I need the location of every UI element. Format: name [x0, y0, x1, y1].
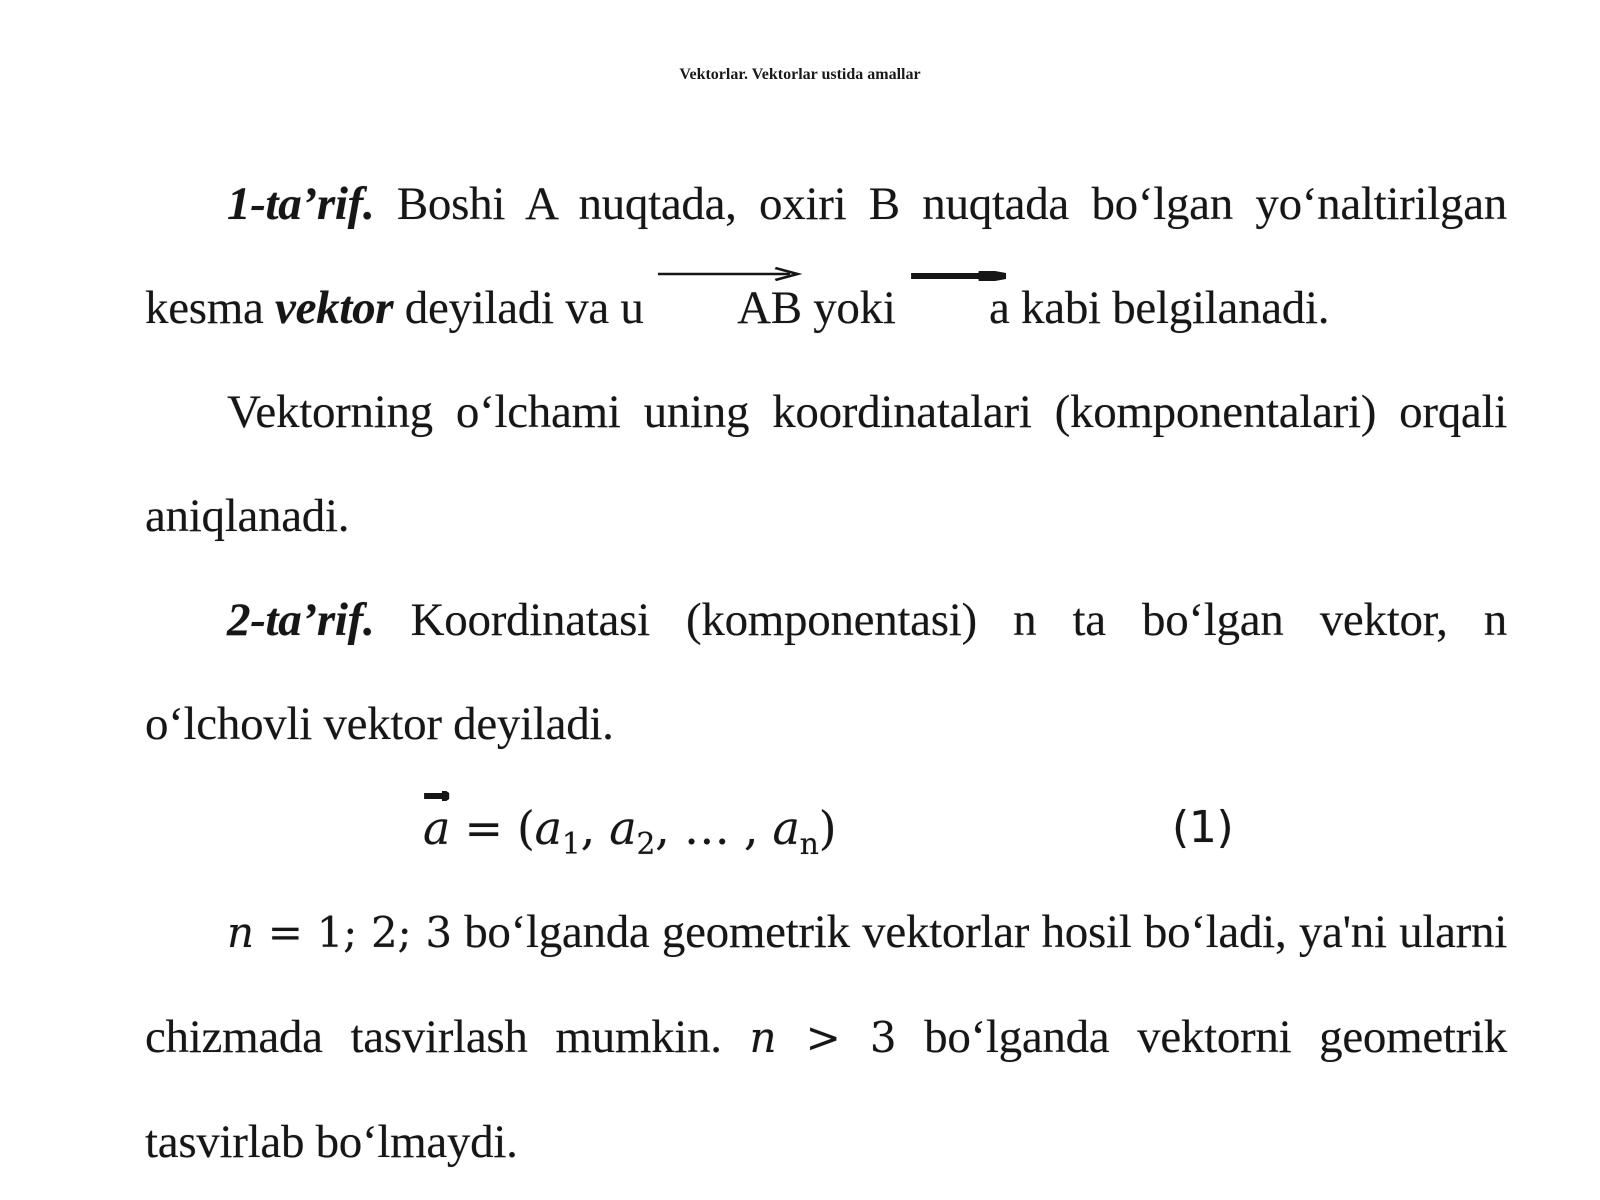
math-var-n: n	[749, 1013, 777, 1062]
definition-1-term: 1-ta’rif.	[227, 178, 375, 230]
definition-2-text: Koordinatasi (komponentasi) n ta bo‘lgan vektor, n o‘lchovli vektor deyiladi.	[145, 594, 1507, 750]
formula-sep: ,	[580, 801, 610, 855]
page-title: Vektorlar. Vektorlar ustida amallar	[679, 66, 921, 83]
vector-arrow-icon	[655, 267, 802, 281]
math-n-greater-rest: > 3	[776, 1013, 897, 1062]
definition-1-text-a: Boshi A nuqtada, oxiri B nuqtada bo‘lgan yo‘naltirilgan kesma	[145, 178, 1507, 334]
vector-ab	[655, 282, 802, 334]
formula-row	[145, 776, 1507, 880]
definition-2	[145, 568, 1507, 776]
paragraph-geometric	[145, 880, 1507, 1194]
definition-1-text-d: kabi belgilanadi.	[1009, 282, 1330, 334]
vector-ab-label: AB	[737, 282, 802, 334]
paragraph-geometric-text-b: bo‘lganda vektorni geometrik tasvirlab bo‘lmaydi.	[145, 1011, 1507, 1168]
vector-arrow-icon	[907, 271, 1010, 281]
vector-a	[907, 282, 1010, 334]
formula-sub: 2	[636, 827, 656, 862]
formula-close: )	[818, 801, 837, 855]
definition-1-text-b: deyiladi va u	[393, 282, 656, 334]
definition-1-text-c: yoki	[801, 282, 908, 334]
formula-sub: 1	[561, 827, 581, 862]
vector-a-label: a	[989, 282, 1010, 334]
paragraph-geometric-text-a: bo‘lganda geometrik vektorlar hosil bo‘ladi, ya'ni ularni chizmada tasvirlash mumkin.	[145, 906, 1507, 1063]
formula	[423, 776, 836, 880]
definition-1	[145, 152, 1507, 360]
formula-var: a	[772, 801, 800, 855]
math-n-greater	[749, 1013, 896, 1062]
math-n-values	[227, 908, 452, 957]
formula-var: a	[534, 801, 562, 855]
document-body	[145, 152, 1507, 1194]
formula-lhs: a	[423, 801, 451, 855]
math-var-n: n	[227, 908, 254, 957]
formula-vector-a	[423, 801, 451, 855]
paragraph-dimension: Vektorning o‘lchami uning koordinatalari (komponentalari) orqali aniqlanadi.	[145, 386, 1507, 542]
formula-dots: , … ,	[655, 801, 773, 855]
definition-2-term: 2-ta’rif.	[227, 594, 375, 646]
equation-number: (1)	[1172, 802, 1234, 853]
formula-sub: n	[799, 827, 819, 862]
vector-arrow-icon	[423, 791, 450, 801]
formula-eq: = (	[450, 801, 535, 855]
keyword-vektor: vektor	[275, 282, 394, 334]
formula-var: a	[609, 801, 637, 855]
math-n-values-rest: = 1; 2; 3	[253, 908, 452, 957]
